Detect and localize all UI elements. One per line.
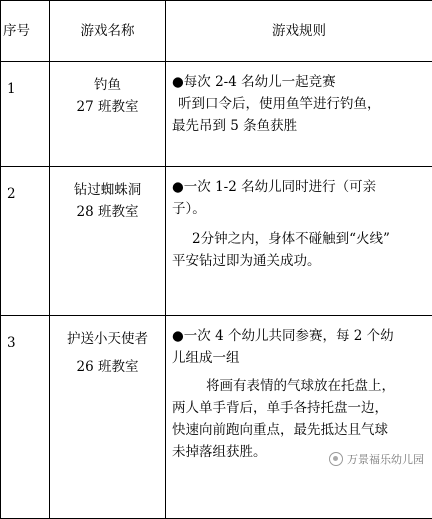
row-name-cell — [50, 62, 166, 167]
rule-line: ●每次 2-4 名幼儿一起竞赛 — [172, 71, 428, 93]
table-row — [1, 62, 432, 167]
row-name-cell — [50, 316, 166, 519]
rule-line: 最先吊到 5 条鱼获胜 — [172, 115, 428, 137]
row-seq: 2 — [1, 167, 50, 316]
rule-line: 快速向前跑向重点，最先抵达且气球 — [172, 419, 428, 441]
header-row — [1, 1, 432, 62]
header-seq: 序号 — [1, 1, 50, 62]
rule-line: 听到口令后，使用鱼竿进行钓鱼， — [172, 93, 428, 115]
row-seq: 3 — [1, 316, 50, 519]
game-room: 26 班教室 — [50, 356, 165, 378]
header-name: 游戏名称 — [50, 1, 166, 62]
table-row — [1, 316, 432, 519]
table-row — [1, 167, 432, 316]
game-name: 钻过蜘蛛洞 — [50, 179, 165, 201]
rule-line: 子）。 — [172, 198, 428, 220]
header-rules: 游戏规则 — [166, 1, 432, 62]
row-name-cell — [50, 167, 166, 316]
row-rules-cell — [166, 316, 432, 519]
rule-line: ●一次 4 个幼儿共同参赛，每 2 个幼 — [172, 325, 428, 347]
rule-line: ●一次 1-2 名幼儿同时进行（可亲 — [172, 176, 428, 198]
rule-line: 儿组成一组 — [172, 347, 428, 369]
game-room: 27 班教室 — [50, 96, 165, 118]
rule-line: 2分钟之内，身体不碰触到“火线” — [172, 228, 428, 250]
row-seq: 1 — [1, 62, 50, 167]
rule-line: 将画有表情的气球放在托盘上， — [172, 375, 428, 397]
rule-line: 两人单手背后，单手各持托盘一边， — [172, 397, 428, 419]
watermark — [329, 451, 424, 467]
rule-line: 平安钻过即为通关成功。 — [172, 250, 428, 272]
wechat-logo-icon — [329, 452, 343, 466]
game-room: 28 班教室 — [50, 201, 165, 223]
game-name: 钓鱼 — [50, 74, 165, 96]
game-name: 护送小天使者 — [50, 328, 165, 350]
watermark-text: 万景福乐幼儿园 — [347, 451, 424, 467]
rule-line: 未掉落组获胜。 — [172, 441, 428, 463]
row-rules-cell — [166, 167, 432, 316]
row-rules-cell — [166, 62, 432, 167]
